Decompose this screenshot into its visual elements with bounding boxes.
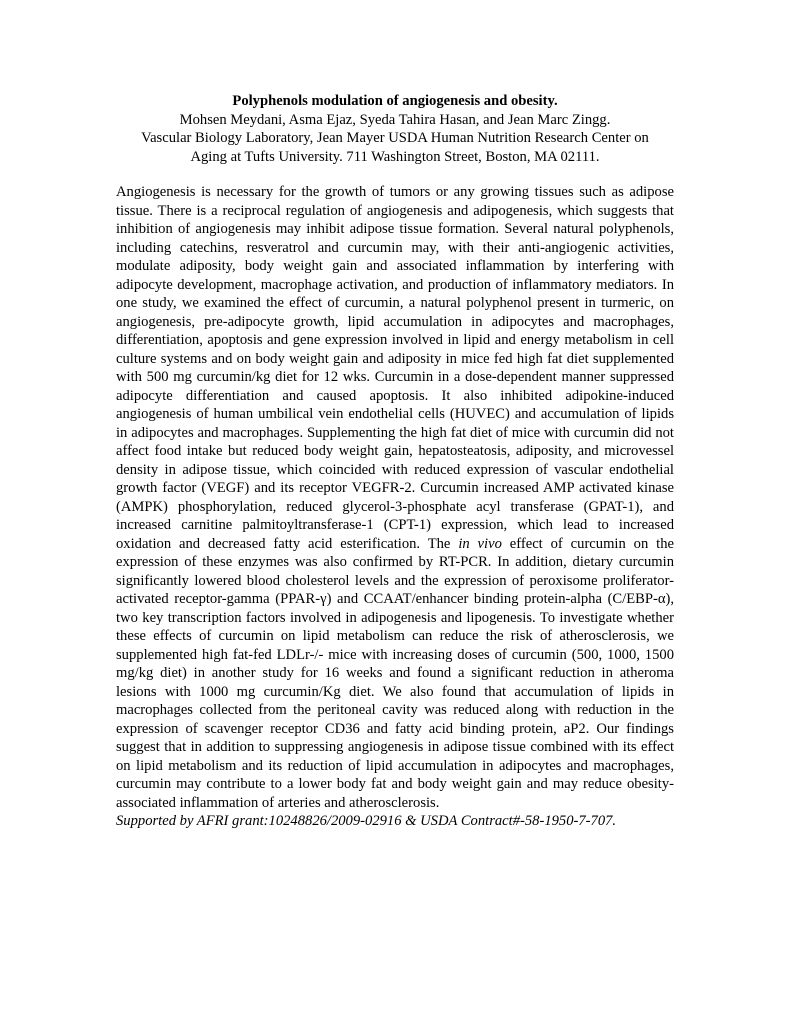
abstract-in-vivo-term: in vivo: [458, 535, 502, 552]
affiliation-line-2: Aging at Tufts University. 711 Washington Street, Boston, MA 02111.: [190, 148, 600, 165]
abstract-text-part-1: Angiogenesis is necessary for the growth of tumors or any growing tissues such as adipose tissue. There is a reciprocal regulation of angiogenesis and adipogenesis, which suggests that inhibition of angiogenesis may inhibit adipose tissue formation. Several natural polyphenols, including catechins, resveratrol and curcumin may, with their anti-angiogenic activities, modulate adiposity, body weight gain and associated inflammation by interfering with adipocyte development, macrophage activation, and production of inflammatory mediators. In one study, we examined the effect of curcumin, a natural polyphenol present in turmeric, on angiogenesis, pre-adipocyte growth, lipid accumulation in adipocytes and macrophages, differentiation, apoptosis and gene expression involved in lipid and energy metabolism in cell culture systems and on body weight gain and adiposity in mice fed high fat diet supplemented with 500 mg curcumin/kg diet for 12 wks. Curcumin in a dose-dependent manner suppressed adipocyte differentiation and caused apoptosis. It also inhibited adipokine-induced angiogenesis of human umbilical vein endothelial cells (HUVEC) and accumulation of lipids in adipocytes and macrophages. Supplementing the high fat diet of mice with curcumin did not affect food intake but reduced body weight gain, hepatosteatosis, adiposity, and microvessel density in adipose tissue, which coincided with reduced expression of vascular endothelial growth factor (VEGF) and its receptor VEGFR-2. Curcumin increased AMP activated kinase (AMPK) phosphorylation, reduced glycerol-3-phosphate acyl transferase (GPAT-1), and increased carnitine palmitoyltransferase-1 (CPT-1) expression, which lead to increased oxidation and decreased fatty acid esterification. The: [116, 184, 674, 552]
document-header: [116, 92, 674, 166]
affiliation-line-1: Vascular Biology Laboratory, Jean Mayer USDA Human Nutrition Research Center on: [141, 130, 649, 146]
abstract-text-part-2: effect of curcumin on the expression of these enzymes was also confirmed by RT-PCR. In addition, dietary curcumin significantly lowered blood cholesterol levels and the expression of peroxisome proliferator-activated receptor-gamma (PPAR-γ) and CCAAT/enhancer binding protein-alpha (C/EBP-α), two key transcription factors involved in adipogenesis and lipogenesis. To investigate whether these effects of curcumin on lipid metabolism can reduce the risk of atherosclerosis, we supplemented high fat-fed LDLr-/- mice with increasing doses of curcumin (500, 1000, 1500 mg/kg diet) in another study for 16 weeks and found a significant reduction in atheroma lesions with 1000 mg curcumin/Kg diet. We also found that accumulation of lipids in macrophages collected from the peritoneal cavity was reduced along with reduction in the expression of scavenger receptor CD36 and fatty acid binding protein, aP2. Our findings suggest that in addition to suppressing angiogenesis in adipose tissue combined with its effect on lipid metabolism and its reduction of lipid accumulation in adipocytes and macrophages, curcumin may contribute to a lower body fat and body weight gain and may reduce obesity-associated inflammation of arteries and atherosclerosis.: [116, 535, 675, 811]
document-page: [116, 92, 674, 831]
paper-title: Polyphenols modulation of angiogenesis and obesity.: [232, 93, 558, 109]
abstract-body: [116, 183, 674, 812]
funding-statement: Supported by AFRI grant:10248826/2009-02916 & USDA Contract#-58-1950-7-707.: [116, 813, 617, 829]
author-list: Mohsen Meydani, Asma Ejaz, Syeda Tahira Hasan, and Jean Marc Zingg.: [179, 111, 611, 128]
